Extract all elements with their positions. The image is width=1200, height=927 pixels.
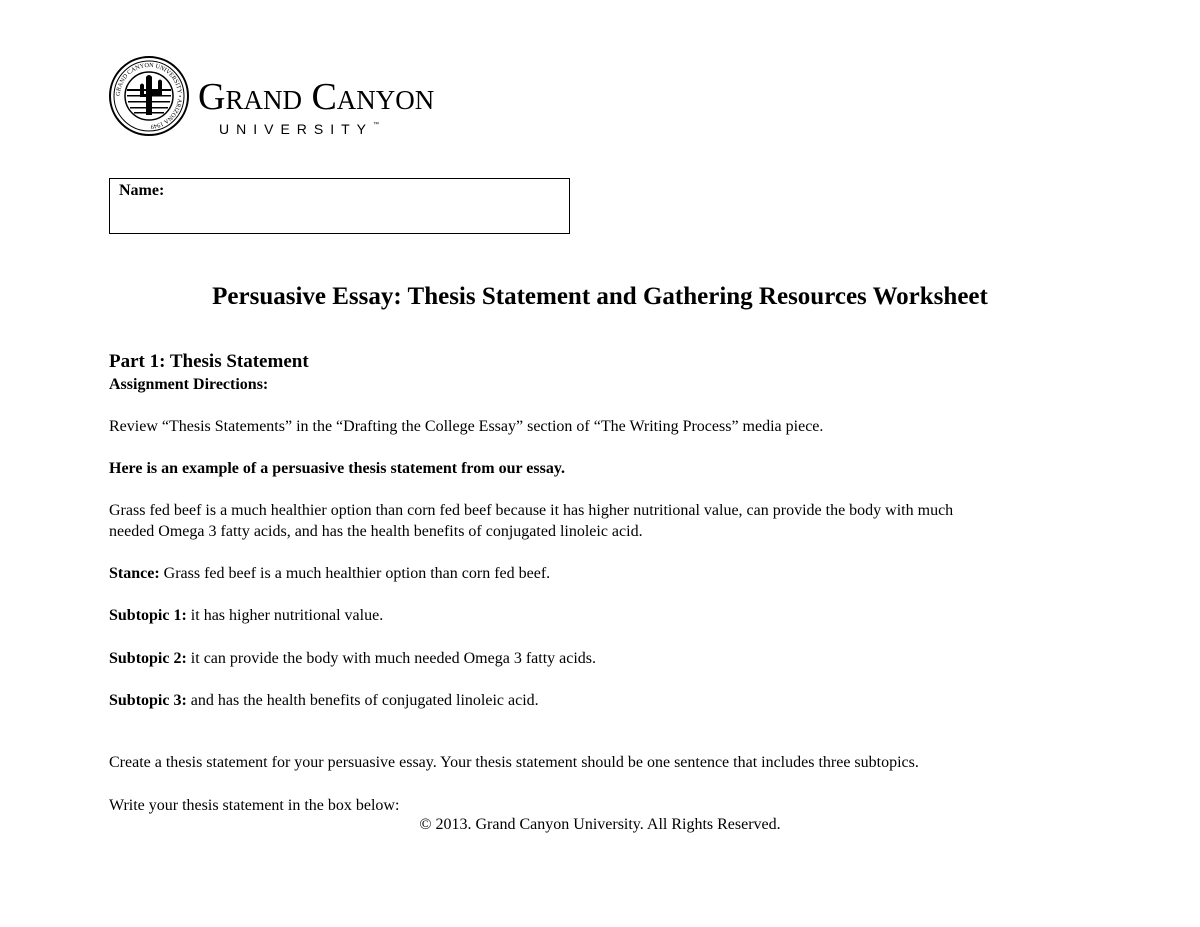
brand-subtitle-text: UNIVERSITY: [219, 121, 374, 137]
name-label: Name:: [119, 182, 165, 199]
create-thesis-instruction: Create a thesis statement for your persuasive essay. Your thesis statement should be one sentence that includes three subtopics.: [109, 754, 919, 771]
example-thesis-line-1: Grass fed beef is a much healthier option than corn fed beef because it has higher nutritional value, can provide the body with much: [109, 502, 954, 519]
subtopic-3-text: and has the health benefits of conjugated linoleic acid.: [190, 692, 539, 709]
subtopic-1-row: [109, 605, 383, 626]
subtopic-3-row: [109, 690, 539, 711]
subtopic-1-label: Subtopic 1:: [109, 607, 187, 624]
brand-subtitle: [219, 117, 379, 137]
part1-heading: Part 1: Thesis Statement: [109, 351, 309, 372]
assignment-directions-label: Assignment Directions:: [109, 376, 269, 393]
subtopic-3-label: Subtopic 3:: [109, 692, 187, 709]
subtopic-2-label: Subtopic 2:: [109, 650, 187, 667]
copyright-footer: © 2013. Grand Canyon University. All Rights Reserved.: [419, 816, 781, 833]
seal-text: GRAND CANYON UNIVERSITY • ARIZONA 1949: [114, 61, 184, 130]
university-seal-icon: [108, 55, 190, 137]
write-thesis-instruction: Write your thesis statement in the box below:: [109, 797, 400, 814]
stance-row: [109, 563, 550, 584]
page-title: Persuasive Essay: Thesis Statement and Gathering Resources Worksheet: [212, 283, 988, 310]
example-thesis-line-2: needed Omega 3 fatty acids, and has the health benefits of conjugated linoleic acid.: [109, 523, 643, 540]
university-logo: [108, 55, 488, 140]
trademark-symbol: ™: [373, 122, 380, 128]
subtopic-2-row: [109, 648, 596, 669]
brand-name: Grand Canyon: [198, 76, 435, 118]
subtopic-2-text: it can provide the body with much needed Omega 3 fatty acids.: [190, 650, 597, 667]
stance-label: Stance:: [109, 565, 160, 582]
review-instruction: Review “Thesis Statements” in the “Drafting the College Essay” section of “The Writing Process” media piece.: [109, 418, 824, 435]
example-heading: Here is an example of a persuasive thesis statement from our essay.: [109, 460, 565, 477]
name-field-box[interactable]: [109, 178, 570, 234]
subtopic-1-text: it has higher nutritional value.: [190, 607, 384, 624]
stance-text: Grass fed beef is a much healthier option than corn fed beef.: [163, 565, 551, 582]
